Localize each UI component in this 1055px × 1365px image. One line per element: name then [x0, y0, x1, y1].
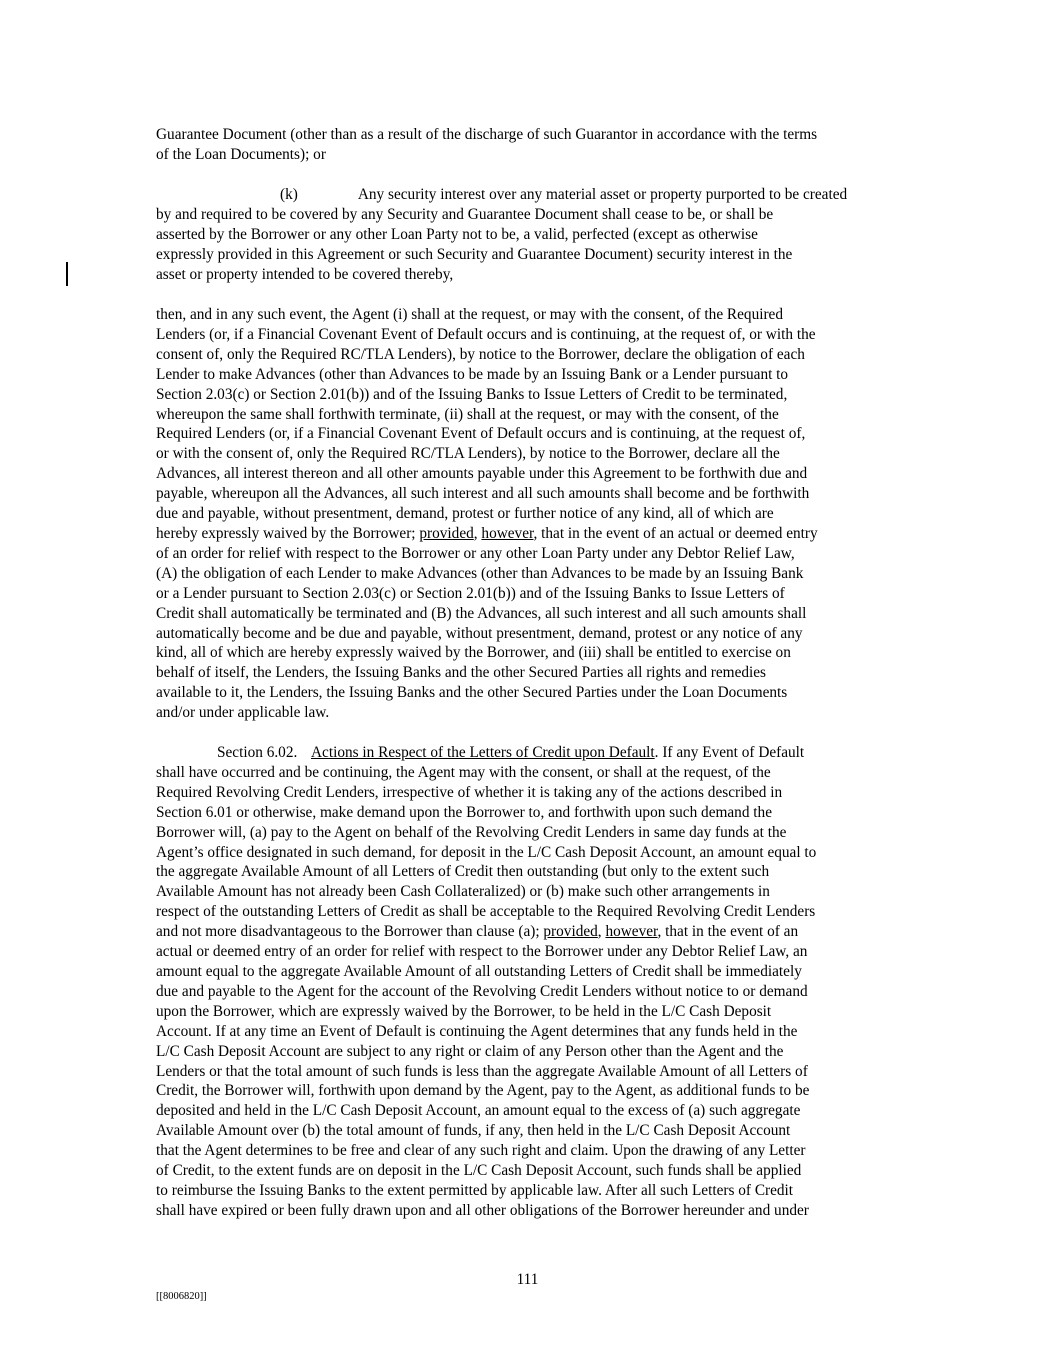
text-line: behalf of itself, the Lenders, the Issuing Banks and the other Secured Parties all rights and remedies [156, 664, 767, 682]
section-heading: Actions in Respect of the Letters of Credit upon Default [311, 744, 655, 761]
text-line: upon the Borrower, which are expressly waived by the Borrower, to be held in the L/C Cash Deposit [156, 1002, 772, 1020]
text-line: Credit, the Borrower will, forthwith upon demand by the Agent, pay to the Agent, as additional funds to be [156, 1082, 810, 1100]
text-line: deposited and held in the L/C Cash Deposit Account, an amount equal to the excess of (a) such aggregate [156, 1102, 801, 1120]
clause-k-first-line: (k) Any security interest over any material asset or property purported to be created [280, 186, 848, 203]
text-line: L/C Cash Deposit Account are subject to any right or claim of any Person other than the Agent and the [156, 1042, 784, 1060]
clause-k-paragraph [156, 185, 901, 285]
then-paragraph [156, 305, 901, 723]
text-line: that the Agent determines to be free and clear of any such right and claim. Upon the drawing of any Letter [156, 1142, 806, 1160]
text-line: Lender to make Advances (other than Advances to be made by an Issuing Bank or a Lender pursuant to [156, 365, 789, 383]
text-line: Section 6.01 or otherwise, make demand upon the Borrower to, and forthwith upon such demand the [156, 803, 772, 821]
text-line: amount equal to the aggregate Available Amount of all outstanding Letters of Credit shall be immediately [156, 962, 802, 980]
text-line: Required Revolving Credit Lenders, irrespective of whether it is taking any of the actions described in [156, 783, 783, 801]
section-number: Section 6.02. [217, 744, 298, 761]
text-line: by and required to be covered by any Security and Guarantee Document shall cease to be, or shall be [156, 205, 774, 223]
however-term: however [605, 923, 658, 941]
text-line: and/or under applicable law. [156, 704, 330, 722]
continuation-paragraph [156, 125, 901, 165]
text-line: automatically become and be due and payable, without presentment, demand, protest or any notice of any [156, 624, 803, 642]
provided-term: provided [419, 524, 474, 542]
text-line: Agent’s office designated in such demand, for deposit in the L/C Cash Deposit Account, an amount equal to [156, 843, 817, 861]
proviso-line: and not more disadvantageous to the Borrower than clause (a); provided, however, that in the event of an [156, 923, 799, 941]
text-line: or a Lender pursuant to Section 2.03(c) or Section 2.01(b)) and of the Issuing Banks to Issue Letters of [156, 584, 785, 602]
section-6-02-paragraph [156, 743, 901, 1221]
proviso-line: hereby expressly waived by the Borrower; provided, however, that in the event of an actual or deemed entry [156, 524, 818, 542]
text-line: Borrower will, (a) pay to the Agent on behalf of the Revolving Credit Lenders in same day funds at the [156, 823, 787, 841]
text-line: consent of, only the Required RC/TLA Lenders), by notice to the Borrower, declare the obligation of each [156, 345, 805, 363]
text-line: shall have expired or been fully drawn upon and all other obligations of the Borrower hereunder and under [156, 1201, 809, 1219]
clause-k-label: (k) [280, 186, 298, 203]
text-line: due and payable, without presentment, demand, protest or further notice of any kind, all of which are [156, 505, 774, 523]
page-number: 111 [516, 1271, 539, 1288]
text-line: asset or property intended to be covered thereby, [156, 265, 454, 283]
text-line: or with the consent of, only the Required RC/TLA Lenders), by notice to the Borrower, declare all the [156, 445, 780, 463]
text-line: actual or deemed entry of an order for relief with respect to the Borrower under any Debtor Relief Law, an [156, 943, 808, 961]
text-line: Section 2.03(c) or Section 2.01(b)) and of the Issuing Banks to Issue Letters of Credit to be terminated, [156, 385, 788, 403]
text-line: Credit shall automatically be terminated and (B) the Advances, all such interest and all such amounts shall [156, 604, 807, 622]
text-line: available to it, the Lenders, the Issuing Banks and the other Secured Parties under the Loan Documents [156, 684, 788, 702]
text-line: (A) the obligation of each Lender to make Advances (other than Advances to be made by an Issuing Bank [156, 564, 804, 582]
text-line: whereupon the same shall forthwith terminate, (ii) shall at the request, or may with the consent, of the [156, 405, 779, 423]
revision-change-bar [66, 262, 68, 286]
text-line: due and payable to the Agent for the account of the Revolving Credit Lenders without notice to or demand [156, 982, 808, 1000]
text-line: Lenders (or, if a Financial Covenant Event of Default occurs and is continuing, at the request of, or with the [156, 325, 816, 343]
text-line: Required Lenders (or, if a Financial Covenant Event of Default occurs and is continuing, at the request of, [156, 425, 806, 443]
text-line: of the Loan Documents); or [156, 145, 326, 163]
provided-term: provided [543, 923, 598, 941]
text-line: shall have occurred and be continuing, the Agent may with the consent, or shall at the request, of the [156, 763, 771, 781]
text-line: Advances, all interest thereon and all other amounts payable under this Agreement to be forthwith due and [156, 465, 808, 483]
text-line: of Credit, to the extent funds are on deposit in the L/C Cash Deposit Account, such funds shall be applied [156, 1162, 802, 1180]
document-id: [[8006820]] [156, 1291, 207, 1302]
text-line: respect of the outstanding Letters of Credit as shall be acceptable to the Required Revolving Credit Lenders [156, 903, 816, 921]
section-heading-line: Section 6.02. Actions in Respect of the Letters of Credit upon Default. If any Event of Default [217, 744, 805, 761]
text-line: to reimburse the Issuing Banks to the extent permitted by applicable law. After all such Letters of Credit [156, 1181, 794, 1199]
text-line: Account. If at any time an Event of Default is continuing the Agent determines that any funds held in the [156, 1022, 798, 1040]
text-line: then, and in any such event, the Agent (i) shall at the request, or may with the consent, of the Required [156, 306, 784, 323]
text-line: the aggregate Available Amount of all Letters of Credit then outstanding (but only to the extent such [156, 863, 770, 881]
text-line: Available Amount over (b) the total amount of funds, if any, then held in the L/C Cash Deposit Account [156, 1122, 791, 1140]
text-line: asserted by the Borrower or any other Loan Party not to be, a valid, perfected (except as otherwise [156, 225, 758, 243]
text-line: payable, whereupon all the Advances, all such interest and all such amounts shall become and be forthwith [156, 485, 810, 503]
text-line: Available Amount has not already been Cash Collateralized) or (b) make such other arrangements in [156, 883, 770, 901]
text-line: Guarantee Document (other than as a result of the discharge of such Guarantor in accordance with the terms [156, 126, 818, 143]
text-line: Lenders or that the total amount of such funds is less than the aggregate Available Amount of all Letters of [156, 1062, 808, 1080]
text-line: kind, all of which are hereby expressly waived by the Borrower, and (iii) shall be entitled to exercise on [156, 644, 791, 662]
text-line: of an order for relief with respect to the Borrower or any other Loan Party under any Debtor Relief Law, [156, 544, 795, 562]
text-line: expressly provided in this Agreement or such Security and Guarantee Document) security interest in the [156, 245, 793, 263]
however-term: however [481, 524, 534, 542]
